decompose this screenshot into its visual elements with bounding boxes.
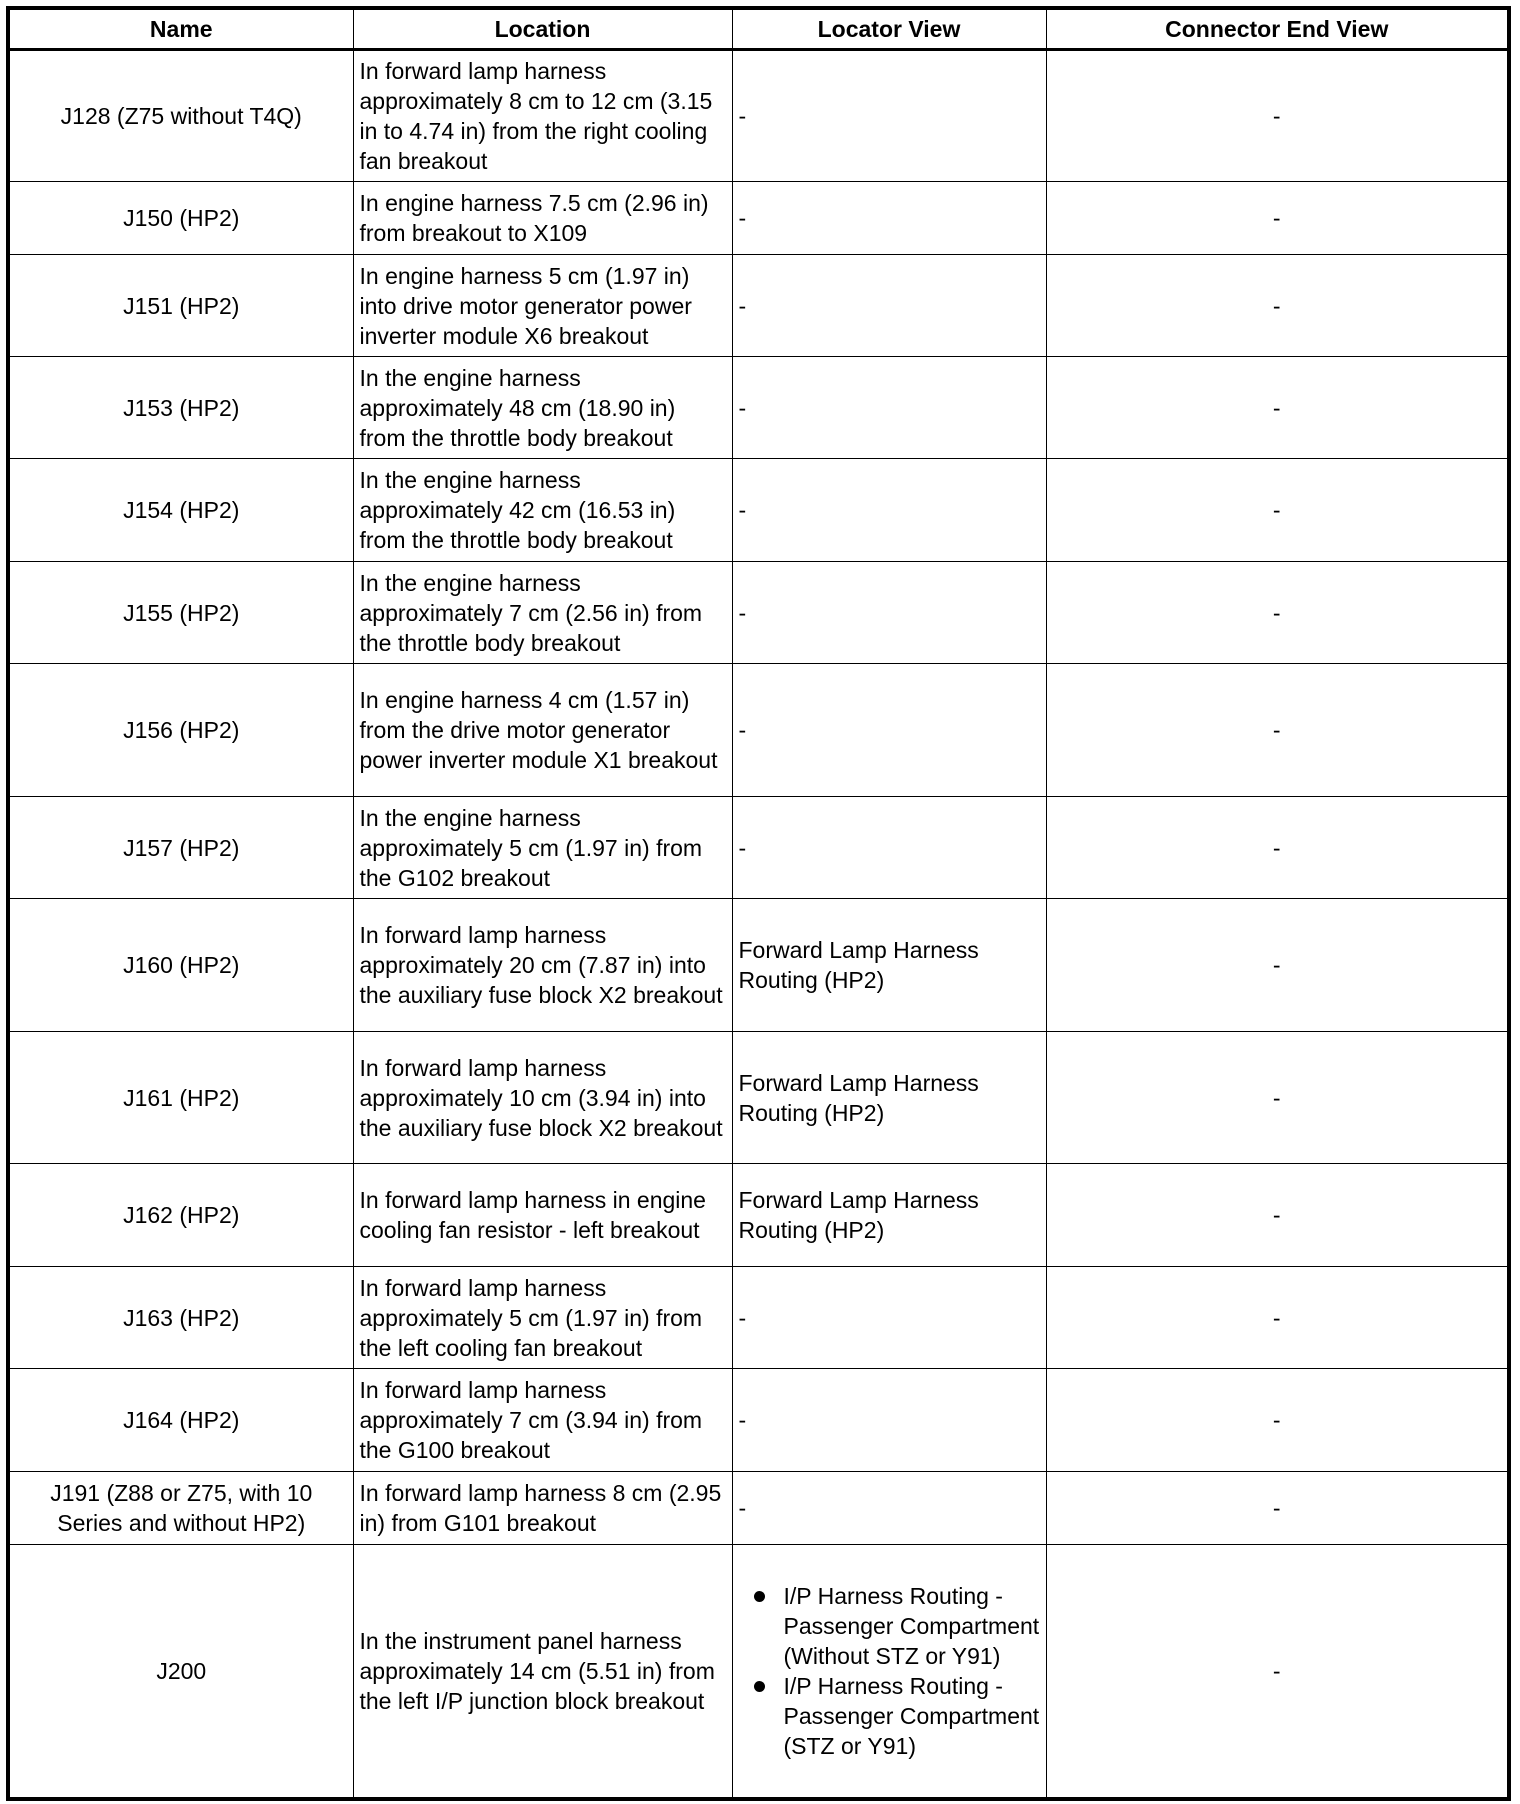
table-row — [8, 562, 1509, 664]
header-row — [8, 8, 1509, 50]
table-row — [8, 1164, 1509, 1267]
cell-location: In the engine harness approximately 7 cm (2.56 in) from the throttle body breakout — [353, 562, 732, 664]
cell-name: J162 (HP2) — [8, 1164, 353, 1267]
table-row — [8, 1472, 1509, 1545]
table-row — [8, 664, 1509, 797]
cell-name: J128 (Z75 without T4Q) — [8, 50, 353, 182]
table-row — [8, 899, 1509, 1032]
cell-location: In engine harness 7.5 cm (2.96 in) from breakout to X109 — [353, 182, 732, 255]
cell-name: J156 (HP2) — [8, 664, 353, 797]
cell-name: J161 (HP2) — [8, 1032, 353, 1164]
cell-name: J163 (HP2) — [8, 1267, 353, 1369]
cell-locator-view: - — [732, 459, 1046, 562]
connector-table — [6, 6, 1511, 1801]
cell-connector-end-view: - — [1046, 797, 1509, 899]
cell-name: J160 (HP2) — [8, 899, 353, 1032]
cell-location: In forward lamp harness approximately 10 cm (3.94 in) into the auxiliary fuse block X2 breakout — [353, 1032, 732, 1164]
header-location: Location — [353, 8, 732, 50]
cell-location: In forward lamp harness approximately 20 cm (7.87 in) into the auxiliary fuse block X2 breakout — [353, 899, 732, 1032]
cell-location: In the engine harness approximately 5 cm (1.97 in) from the G102 breakout — [353, 797, 732, 899]
table-row — [8, 255, 1509, 357]
header-name: Name — [8, 8, 353, 50]
cell-name: J155 (HP2) — [8, 562, 353, 664]
cell-name: J164 (HP2) — [8, 1369, 353, 1472]
cell-connector-end-view: - — [1046, 459, 1509, 562]
cell-connector-end-view: - — [1046, 182, 1509, 255]
table-row — [8, 1267, 1509, 1369]
cell-locator-view: - — [732, 1369, 1046, 1472]
cell-name: J191 (Z88 or Z75, with 10 Series and without HP2) — [8, 1472, 353, 1545]
cell-connector-end-view: - — [1046, 1267, 1509, 1369]
cell-location: In the engine harness approximately 42 cm (16.53 in) from the throttle body breakout — [353, 459, 732, 562]
cell-locator-view: - — [732, 357, 1046, 459]
cell-location: In the engine harness approximately 48 cm (18.90 in) from the throttle body breakout — [353, 357, 732, 459]
cell-locator-view: - — [732, 255, 1046, 357]
cell-connector-end-view: - — [1046, 562, 1509, 664]
cell-location: In engine harness 4 cm (1.57 in) from the drive motor generator power inverter module X1 breakout — [353, 664, 732, 797]
table-row — [8, 797, 1509, 899]
header-locator-view: Locator View — [732, 8, 1046, 50]
cell-connector-end-view: - — [1046, 357, 1509, 459]
locator-link[interactable]: I/P Harness Routing - Passenger Compartment (STZ or Y91) — [783, 1672, 1040, 1759]
cell-locator-view: - — [732, 182, 1046, 255]
cell-location: In forward lamp harness approximately 5 cm (1.97 in) from the left cooling fan breakout — [353, 1267, 732, 1369]
cell-connector-end-view: - — [1046, 1369, 1509, 1472]
cell-name: J151 (HP2) — [8, 255, 353, 357]
cell-location: In forward lamp harness 8 cm (2.95 in) from G101 breakout — [353, 1472, 732, 1545]
locator-list — [739, 1581, 1040, 1761]
cell-connector-end-view: - — [1046, 1545, 1509, 1799]
table-row — [8, 50, 1509, 182]
cell-locator-view: - — [732, 664, 1046, 797]
cell-locator-view: - — [732, 797, 1046, 899]
cell-name: J157 (HP2) — [8, 797, 353, 899]
cell-locator-view — [732, 1545, 1046, 1799]
cell-connector-end-view: - — [1046, 50, 1509, 182]
cell-locator-view[interactable]: Forward Lamp Harness Routing (HP2) — [732, 1032, 1046, 1164]
cell-locator-view[interactable]: Forward Lamp Harness Routing (HP2) — [732, 1164, 1046, 1267]
table-row — [8, 357, 1509, 459]
cell-locator-view: - — [732, 562, 1046, 664]
cell-name: J153 (HP2) — [8, 357, 353, 459]
table-row — [8, 459, 1509, 562]
cell-location: In forward lamp harness approximately 8 cm to 12 cm (3.15 in to 4.74 in) from the right cooling fan breakout — [353, 50, 732, 182]
cell-locator-view[interactable]: Forward Lamp Harness Routing (HP2) — [732, 899, 1046, 1032]
cell-locator-view: - — [732, 1267, 1046, 1369]
cell-connector-end-view: - — [1046, 664, 1509, 797]
cell-connector-end-view: - — [1046, 1164, 1509, 1267]
cell-location: In forward lamp harness approximately 7 cm (3.94 in) from the G100 breakout — [353, 1369, 732, 1472]
cell-location: In the instrument panel harness approximately 14 cm (5.51 in) from the left I/P junction block breakout — [353, 1545, 732, 1799]
cell-locator-view: - — [732, 1472, 1046, 1545]
locator-link[interactable]: I/P Harness Routing - Passenger Compartment (Without STZ or Y91) — [783, 1582, 1040, 1669]
cell-name: J200 — [8, 1545, 353, 1799]
cell-name: J154 (HP2) — [8, 459, 353, 562]
table-row — [8, 1369, 1509, 1472]
cell-connector-end-view: - — [1046, 899, 1509, 1032]
table-row — [8, 1032, 1509, 1164]
cell-connector-end-view: - — [1046, 255, 1509, 357]
table-row — [8, 1545, 1509, 1799]
cell-connector-end-view: - — [1046, 1032, 1509, 1164]
cell-connector-end-view: - — [1046, 1472, 1509, 1545]
table-row — [8, 182, 1509, 255]
header-connector-end-view: Connector End View — [1046, 8, 1509, 50]
cell-locator-view: - — [732, 50, 1046, 182]
cell-location: In engine harness 5 cm (1.97 in) into drive motor generator power inverter module X6 breakout — [353, 255, 732, 357]
cell-name: J150 (HP2) — [8, 182, 353, 255]
cell-location: In forward lamp harness in engine cooling fan resistor - left breakout — [353, 1164, 732, 1267]
